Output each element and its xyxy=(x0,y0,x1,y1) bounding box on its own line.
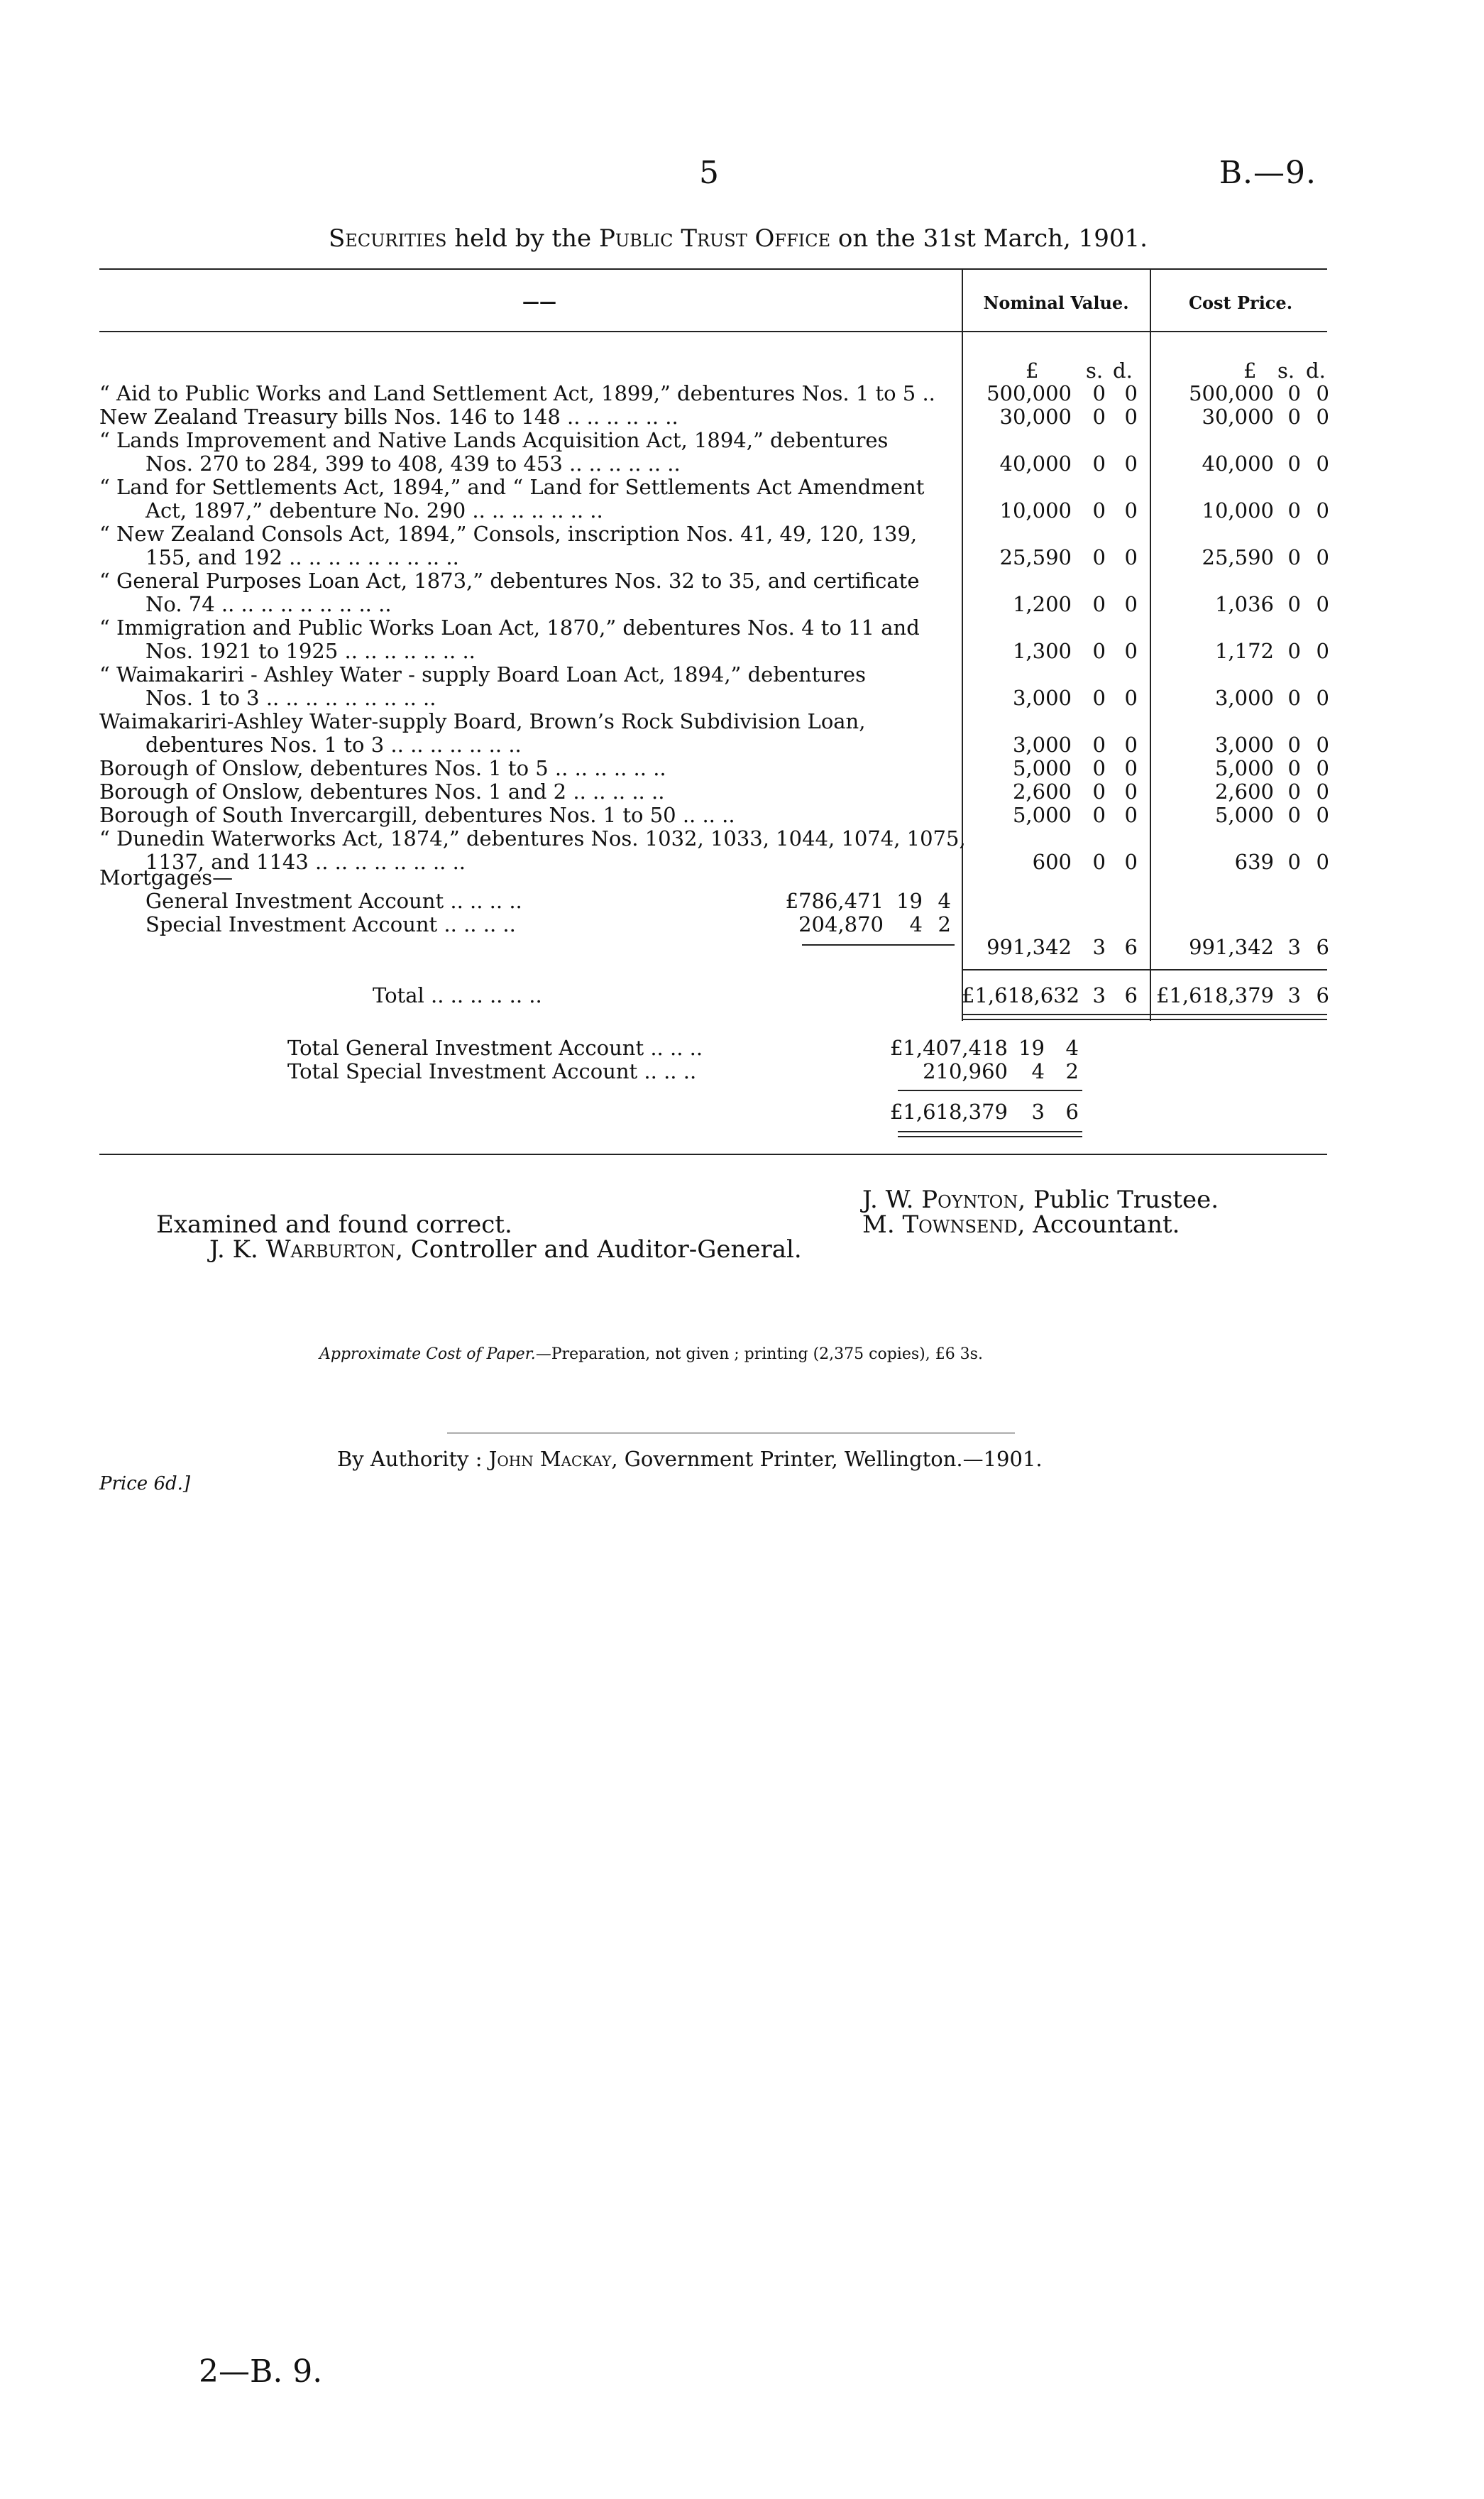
summary-general-label: Total General Investment Account .. .. .. xyxy=(287,1036,703,1060)
summary-bottom-rule-2 xyxy=(898,1136,1082,1137)
row-5-description-line-1: “ New Zealand Consols Act, 1894,” Consols, inscription Nos. 41, 49, 120, 139, xyxy=(99,522,918,546)
row-7-nominal-d: 0 xyxy=(1124,639,1138,663)
total-bottom-rule-1 xyxy=(962,1014,1327,1015)
price-note: Price 6d.] xyxy=(99,1473,191,1494)
cost-d-unit: d. xyxy=(1306,359,1326,383)
title-held-by: held by the xyxy=(454,224,592,253)
header-nominal-value: Nominal Value. xyxy=(983,292,1129,313)
summary-grand-d: 6 xyxy=(1065,1100,1079,1124)
row-10-cost-s: 0 xyxy=(1287,756,1301,780)
row-13-nominal-value: 600 xyxy=(1032,850,1072,874)
mortgage-cost-value: 991,342 xyxy=(1189,935,1274,959)
mortgage-subtotal-rule xyxy=(802,944,955,946)
row-6-nominal-value: 1,200 xyxy=(1012,592,1072,616)
row-6-nominal-d: 0 xyxy=(1124,592,1138,616)
nominal-s-unit: s. xyxy=(1086,359,1104,383)
row-10-nominal-value: 5,000 xyxy=(1012,756,1072,780)
row-4-description-line-1: “ Land for Settlements Act, 1894,” and “ Land for Settlements Act Amendment xyxy=(99,475,925,499)
total-cost-s: 3 xyxy=(1287,983,1301,1007)
auditor-signature: J. K. Warburton, Controller and Auditor-General. xyxy=(209,1235,802,1264)
table-top-rule xyxy=(99,268,1327,270)
mortgage-nominal-value: 991,342 xyxy=(986,935,1072,959)
row-12-nominal-s: 0 xyxy=(1092,803,1106,827)
row-11-description-line-1: Borough of Onslow, debentures Nos. 1 and 2 .. .. .. .. .. xyxy=(99,780,665,804)
row-10-cost-value: 5,000 xyxy=(1214,756,1274,780)
summary-bottom-rule-1 xyxy=(898,1131,1082,1132)
row-12-cost-value: 5,000 xyxy=(1214,803,1274,827)
row-3-cost-d: 0 xyxy=(1316,452,1329,476)
total-top-rule xyxy=(962,969,1327,970)
row-10-nominal-s: 0 xyxy=(1092,756,1106,780)
row-8-nominal-value: 3,000 xyxy=(1012,686,1072,710)
title-word-securities: Securities xyxy=(329,224,447,253)
mortgage-general-label: General Investment Account .. .. .. .. xyxy=(145,889,522,913)
mortgage-special-label: Special Investment Account .. .. .. .. xyxy=(145,912,516,936)
row-10-cost-d: 0 xyxy=(1316,756,1329,780)
total-nominal-s: 3 xyxy=(1092,983,1106,1007)
row-4-nominal-d: 0 xyxy=(1124,498,1138,523)
header-blank-dash: —— xyxy=(522,291,556,312)
cost-pound-unit: £ xyxy=(1243,359,1257,383)
row-1-description-line-1: “ Aid to Public Works and Land Settlement Act, 1899,” debentures Nos. 1 to 5 .. xyxy=(99,381,935,405)
row-3-nominal-value: 40,000 xyxy=(999,452,1072,476)
row-5-nominal-s: 0 xyxy=(1092,545,1106,569)
row-6-cost-d: 0 xyxy=(1316,592,1329,616)
mortgage-special-d: 2 xyxy=(938,912,951,936)
mortgage-cost-d: 6 xyxy=(1316,935,1329,959)
row-1-cost-value: 500,000 xyxy=(1189,381,1274,405)
row-12-cost-s: 0 xyxy=(1287,803,1301,827)
row-11-cost-value: 2,600 xyxy=(1214,780,1274,804)
document-reference: B.—9. xyxy=(1219,155,1317,191)
row-8-nominal-d: 0 xyxy=(1124,686,1138,710)
row-8-cost-value: 3,000 xyxy=(1214,686,1274,710)
row-6-cost-value: 1,036 xyxy=(1214,592,1274,616)
cost-s-unit: s. xyxy=(1277,359,1295,383)
row-7-description-line-2: Nos. 1921 to 1925 .. .. .. .. .. .. .. xyxy=(145,639,476,663)
row-11-cost-s: 0 xyxy=(1287,780,1301,804)
table-bottom-rule xyxy=(99,1154,1327,1155)
row-4-cost-d: 0 xyxy=(1316,498,1329,523)
total-bottom-rule-2 xyxy=(962,1019,1327,1020)
row-12-cost-d: 0 xyxy=(1316,803,1329,827)
header-cost-price: Cost Price. xyxy=(1188,292,1293,313)
row-8-description-line-2: Nos. 1 to 3 .. .. .. .. .. .. .. .. .. xyxy=(145,686,436,710)
cost-of-paper-note xyxy=(319,1345,983,1363)
printer-authority: By Authority : John Mackay, Government Printer, Wellington.—1901. xyxy=(337,1447,1043,1471)
row-2-nominal-value: 30,000 xyxy=(999,405,1072,429)
cost-note-label: Approximate Cost of Paper. xyxy=(319,1345,536,1363)
total-nominal-value: £1,618,632 xyxy=(962,983,1080,1007)
mortgages-label: Mortgages— xyxy=(99,865,233,890)
row-7-cost-value: 1,172 xyxy=(1214,639,1274,663)
row-10-description-line-1: Borough of Onslow, debentures Nos. 1 to 5 .. .. .. .. .. .. xyxy=(99,756,666,780)
table-col-divider-2 xyxy=(1150,268,1151,1021)
row-9-cost-value: 3,000 xyxy=(1214,733,1274,757)
row-13-cost-d: 0 xyxy=(1316,850,1329,874)
nominal-pound-unit: £ xyxy=(1026,359,1039,383)
row-3-description-line-1: “ Lands Improvement and Native Lands Acquisition Act, 1894,” debentures xyxy=(99,428,889,452)
row-2-cost-s: 0 xyxy=(1287,405,1301,429)
total-cost-value: £1,618,379 xyxy=(1155,983,1274,1007)
row-5-description-line-2: 155, and 192 .. .. .. .. .. .. .. .. .. xyxy=(145,545,459,569)
summary-special-s: 4 xyxy=(1031,1059,1045,1083)
summary-grand-s: 3 xyxy=(1031,1100,1045,1124)
row-12-description-line-1: Borough of South Invercargill, debentures Nos. 1 to 50 .. .. .. xyxy=(99,803,735,827)
total-nominal-d: 6 xyxy=(1124,983,1138,1007)
title-office-name: Public Trust Office xyxy=(598,224,831,253)
row-4-cost-value: 10,000 xyxy=(1202,498,1274,523)
row-8-nominal-s: 0 xyxy=(1092,686,1106,710)
row-9-nominal-d: 0 xyxy=(1124,733,1138,757)
row-4-nominal-value: 10,000 xyxy=(999,498,1072,523)
summary-general-amount: £1,407,418 xyxy=(889,1036,1008,1060)
summary-grand-amount: £1,618,379 xyxy=(889,1100,1008,1124)
row-7-nominal-s: 0 xyxy=(1092,639,1106,663)
table-header-rule xyxy=(99,331,1327,332)
row-5-cost-s: 0 xyxy=(1287,545,1301,569)
nominal-d-unit: d. xyxy=(1113,359,1133,383)
total-cost-d: 6 xyxy=(1316,983,1329,1007)
row-4-cost-s: 0 xyxy=(1287,498,1301,523)
row-11-cost-d: 0 xyxy=(1316,780,1329,804)
row-11-nominal-value: 2,600 xyxy=(1012,780,1072,804)
row-7-nominal-value: 1,300 xyxy=(1012,639,1072,663)
cost-note-text: —Preparation, not given ; printing (2,375 copies), £6 3s. xyxy=(535,1345,983,1363)
row-7-description-line-1: “ Immigration and Public Works Loan Act, 1870,” debentures Nos. 4 to 11 and xyxy=(99,616,920,640)
row-11-nominal-s: 0 xyxy=(1092,780,1106,804)
row-5-nominal-value: 25,590 xyxy=(999,545,1072,569)
title-date: on the 31st March, 1901. xyxy=(837,224,1148,253)
row-9-cost-d: 0 xyxy=(1316,733,1329,757)
row-2-cost-value: 30,000 xyxy=(1202,405,1274,429)
row-8-cost-d: 0 xyxy=(1316,686,1329,710)
row-13-cost-value: 639 xyxy=(1234,850,1274,874)
row-8-description-line-1: “ Waimakariri - Ashley Water - supply Board Loan Act, 1894,” debentures xyxy=(99,662,866,687)
row-9-nominal-value: 3,000 xyxy=(1012,733,1072,757)
row-4-description-line-2: Act, 1897,” debenture No. 290 .. .. .. .. .. .. .. xyxy=(145,498,603,523)
row-13-description-line-2: 1137, and 1143 .. .. .. .. .. .. .. .. xyxy=(145,850,466,874)
summary-special-d: 2 xyxy=(1065,1059,1079,1083)
row-2-description-line-1: New Zealand Treasury bills Nos. 146 to 148 .. .. .. .. .. .. xyxy=(99,405,678,429)
row-11-nominal-d: 0 xyxy=(1124,780,1138,804)
row-8-cost-s: 0 xyxy=(1287,686,1301,710)
row-7-cost-d: 0 xyxy=(1316,639,1329,663)
row-13-nominal-s: 0 xyxy=(1092,850,1106,874)
mortgage-special-amount: 204,870 xyxy=(798,912,884,936)
row-1-nominal-value: 500,000 xyxy=(986,381,1072,405)
row-5-cost-value: 25,590 xyxy=(1202,545,1274,569)
summary-general-s: 19 xyxy=(1018,1036,1045,1060)
row-3-cost-s: 0 xyxy=(1287,452,1301,476)
mortgage-nominal-s: 3 xyxy=(1092,935,1106,959)
row-3-nominal-s: 0 xyxy=(1092,452,1106,476)
row-13-description-line-1: “ Dunedin Waterworks Act, 1874,” debentures Nos. 1032, 1033, 1044, 1074, 1075, xyxy=(99,826,966,851)
mortgage-cost-s: 3 xyxy=(1287,935,1301,959)
row-2-nominal-d: 0 xyxy=(1124,405,1138,429)
row-6-description-line-1: “ General Purposes Loan Act, 1873,” debentures Nos. 32 to 35, and certificate xyxy=(99,569,920,593)
row-1-cost-d: 0 xyxy=(1316,381,1329,405)
row-9-cost-s: 0 xyxy=(1287,733,1301,757)
page-number: 5 xyxy=(699,155,719,191)
summary-top-rule xyxy=(898,1090,1082,1091)
page-title xyxy=(0,224,1448,253)
row-1-nominal-d: 0 xyxy=(1124,381,1138,405)
row-5-nominal-d: 0 xyxy=(1124,545,1138,569)
mortgage-special-s: 4 xyxy=(909,912,923,936)
table-col-divider-1 xyxy=(962,268,963,1021)
row-10-nominal-d: 0 xyxy=(1124,756,1138,780)
row-6-description-line-2: No. 74 .. .. .. .. .. .. .. .. .. xyxy=(145,592,392,616)
footer-reference: 2—B. 9. xyxy=(199,2353,323,2390)
row-12-nominal-value: 5,000 xyxy=(1012,803,1072,827)
row-1-nominal-s: 0 xyxy=(1092,381,1106,405)
mortgage-general-amount: £786,471 xyxy=(785,889,884,913)
mortgage-general-s: 19 xyxy=(896,889,923,913)
row-13-nominal-d: 0 xyxy=(1124,850,1138,874)
row-6-nominal-s: 0 xyxy=(1092,592,1106,616)
summary-general-d: 4 xyxy=(1065,1036,1079,1060)
row-4-nominal-s: 0 xyxy=(1092,498,1106,523)
mortgage-nominal-d: 6 xyxy=(1124,935,1138,959)
row-2-nominal-s: 0 xyxy=(1092,405,1106,429)
row-12-nominal-d: 0 xyxy=(1124,803,1138,827)
row-7-cost-s: 0 xyxy=(1287,639,1301,663)
row-3-nominal-d: 0 xyxy=(1124,452,1138,476)
summary-special-label: Total Special Investment Account .. .. .. xyxy=(287,1059,697,1083)
row-9-description-line-2: debentures Nos. 1 to 3 .. .. .. .. .. .. .. xyxy=(145,733,522,757)
summary-special-amount: 210,960 xyxy=(923,1059,1008,1083)
row-2-cost-d: 0 xyxy=(1316,405,1329,429)
row-3-cost-value: 40,000 xyxy=(1202,452,1274,476)
trustee-signature: J. W. Poynton, Public Trustee. xyxy=(862,1186,1219,1214)
row-6-cost-s: 0 xyxy=(1287,592,1301,616)
row-13-cost-s: 0 xyxy=(1287,850,1301,874)
row-5-cost-d: 0 xyxy=(1316,545,1329,569)
row-9-description-line-1: Waimakariri-Ashley Water-supply Board, Brown’s Rock Subdivision Loan, xyxy=(99,709,866,733)
mortgage-general-d: 4 xyxy=(938,889,951,913)
total-label: Total .. .. .. .. .. .. xyxy=(373,983,542,1007)
row-3-description-line-2: Nos. 270 to 284, 399 to 408, 439 to 453 .. .. .. .. .. .. xyxy=(145,452,681,476)
row-1-cost-s: 0 xyxy=(1287,381,1301,405)
examined-statement: Examined and found correct. xyxy=(156,1210,512,1239)
accountant-signature: M. Townsend, Accountant. xyxy=(862,1210,1180,1239)
row-9-nominal-s: 0 xyxy=(1092,733,1106,757)
